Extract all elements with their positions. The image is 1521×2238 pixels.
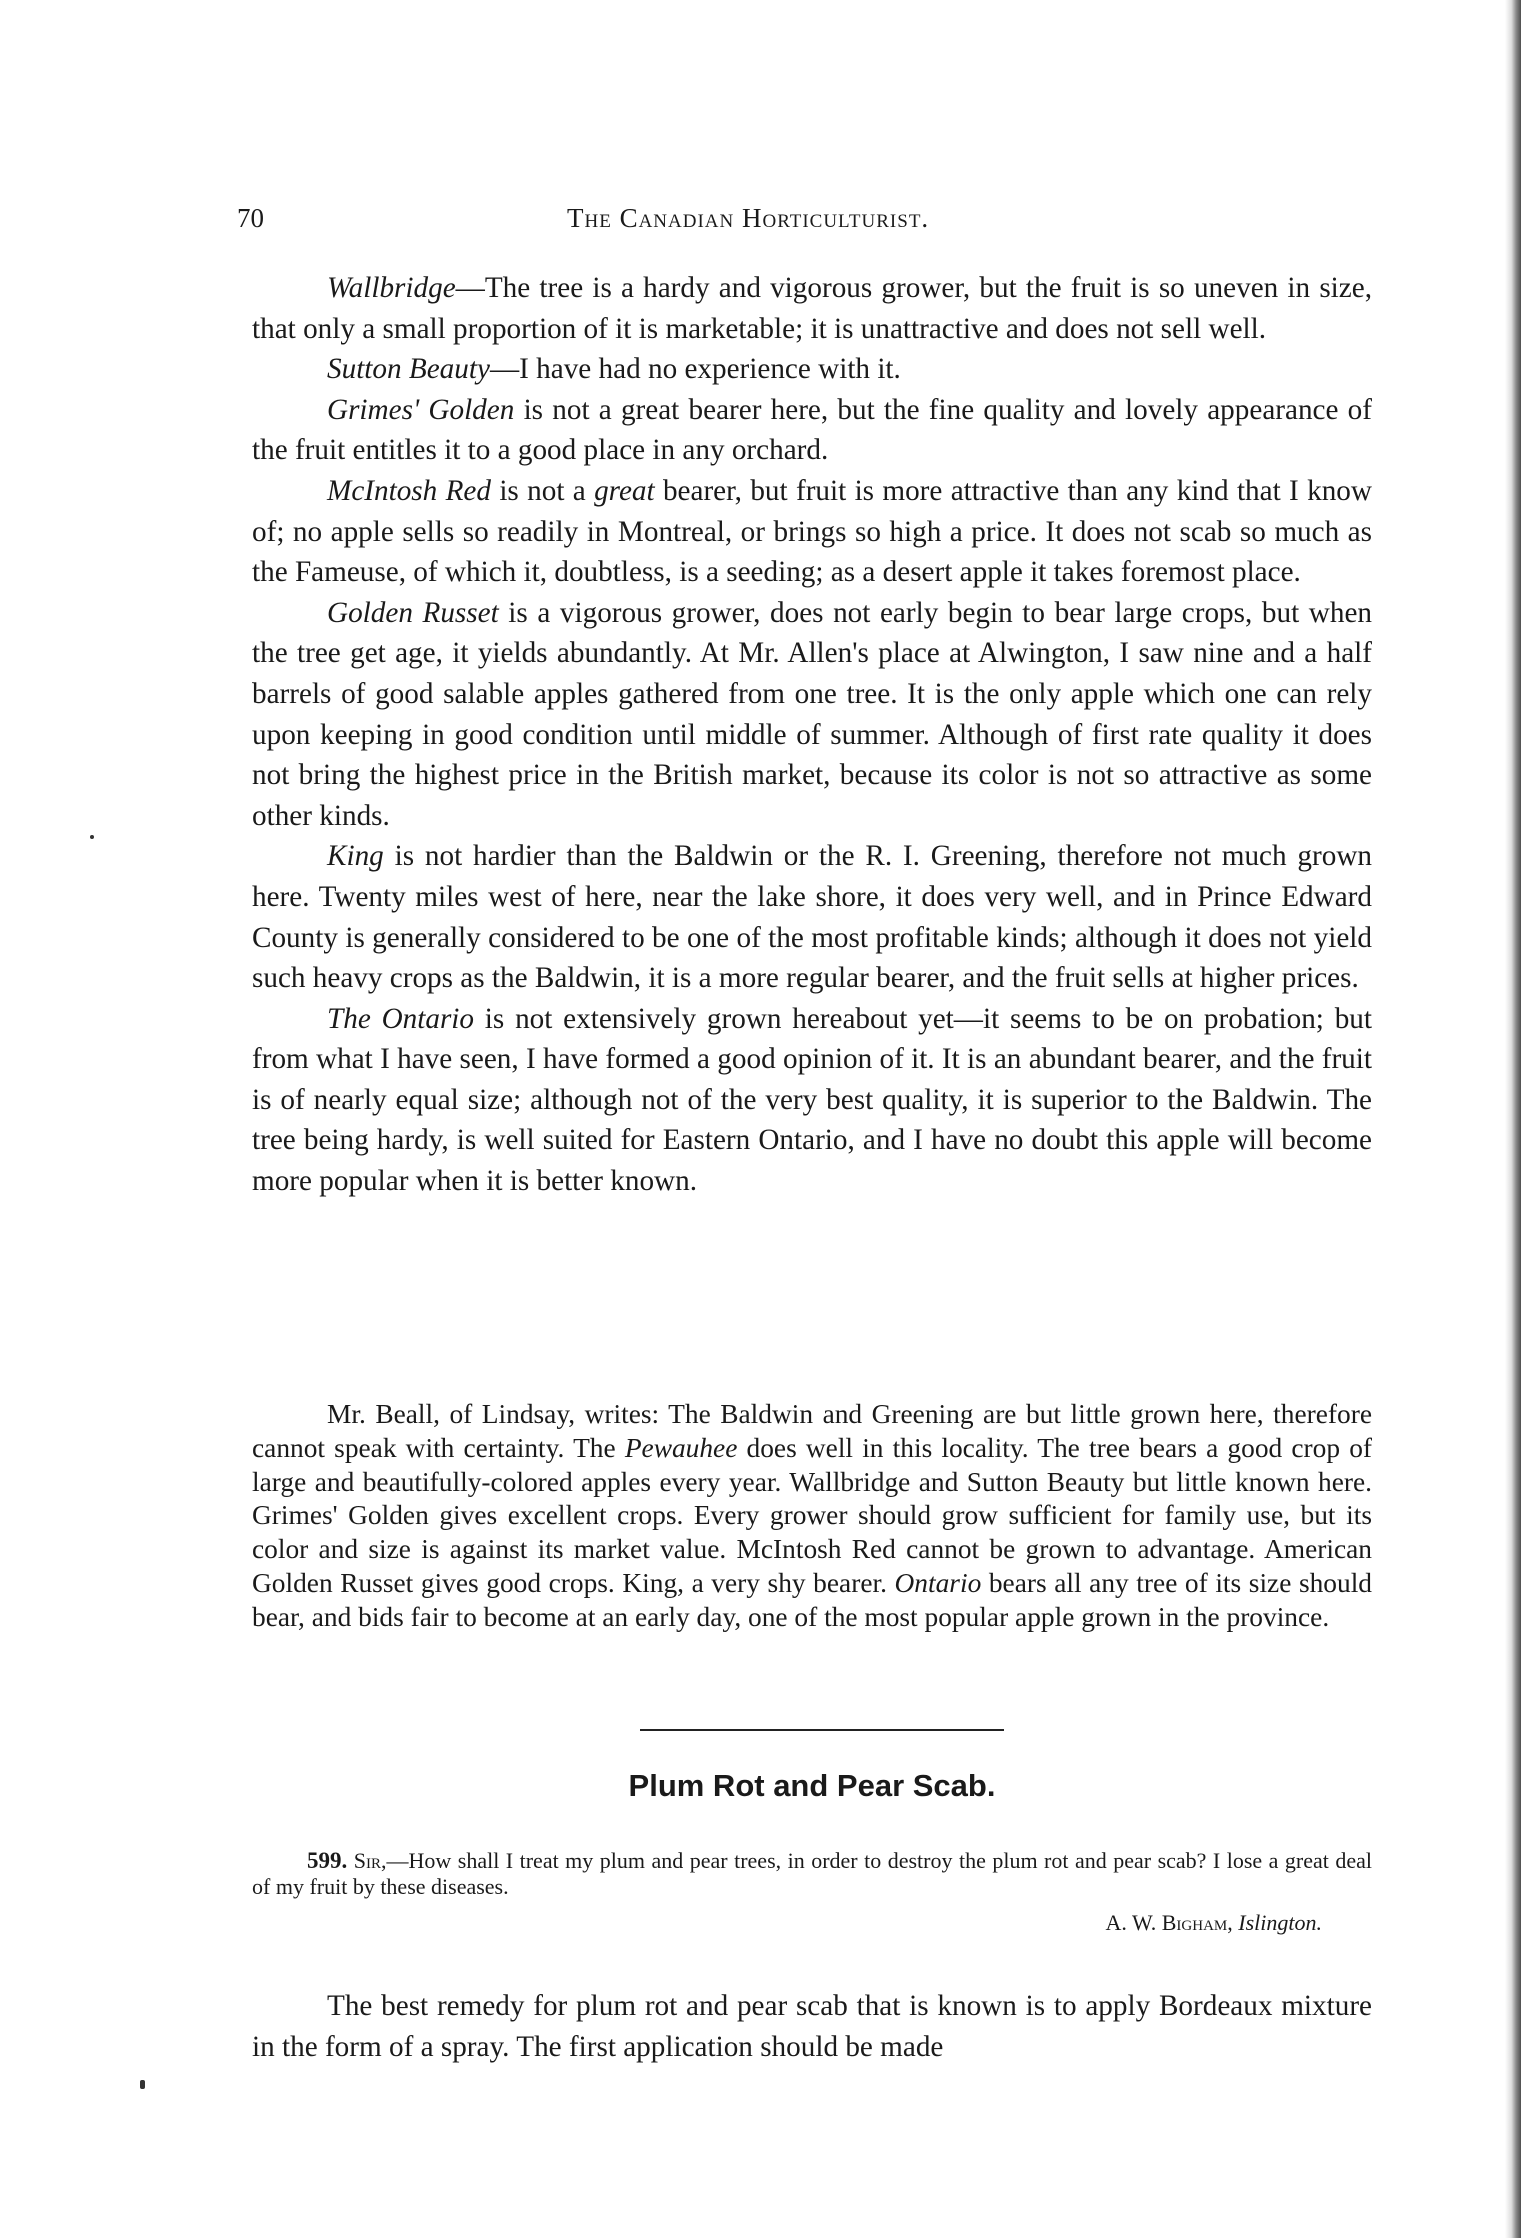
variety-name: Sutton Beauty <box>327 353 490 386</box>
print-speck <box>90 835 94 839</box>
paragraph-text: —I have had no experience with it. <box>489 353 901 386</box>
journal-title: The Canadian Horticulturist. <box>567 203 930 233</box>
editor-reply <box>252 1986 1372 2068</box>
paragraph-wallbridge <box>252 268 1372 349</box>
paragraph-beall <box>252 1398 1372 1635</box>
emphasis-word: great <box>594 474 655 507</box>
paragraph-mcintosh-red <box>252 471 1372 593</box>
paragraph-sutton-beauty <box>252 349 1372 390</box>
paragraph-text: is a vigorous grower, does not early begin to bear large crops, but when the tree get age, it yields abundantly. At Mr. Allen's place at Alwington, I saw nine and a half barrels of good salable apples gathered from one tree. It is the only apple which one can rely upon keeping in good condition until middle of summer. Although of first rate quality it does not bring the highest price in the British market, because its color is not so attractive as some other kinds. <box>252 596 1372 832</box>
variety-name: Grimes' Golden <box>327 393 515 426</box>
paragraph-text: bears all any tree of its size should bear, and bids fair to become at an early day, one of the most popular apple grown in the province. <box>252 1567 1372 1632</box>
body-text <box>252 268 1372 1202</box>
binding-edge <box>1505 0 1521 2238</box>
signature-name: A. W. Bigham, <box>1105 1910 1233 1935</box>
paragraph-text: is not hardier than the Baldwin or the R. I. Greening, therefore not much grown here. Twenty miles west of here, near the lake shore, it does very well, and in Prince Edward County is generally considered to be one of the most profitable kinds; although it does not yield such heavy crops as the Baldwin, it is a more regular bearer, and the fruit sells at higher prices. <box>252 840 1372 995</box>
section-divider <box>640 1729 1004 1731</box>
reply-text: The best remedy for plum rot and pear scab that is known is to apply Bordeaux mixture in the form of a spray. The first application should be made <box>252 1990 1372 2063</box>
variety-name: Wallbridge <box>327 272 456 304</box>
paragraph-golden-russet <box>252 593 1372 837</box>
letter-body: —How shall I treat my plum and pear trees, in order to destroy the plum rot and pear scab? I lose a great deal of my fruit by these diseases. <box>252 1848 1373 1899</box>
paragraph-text: does well in this locality. The tree bears a good crop of large and beautifully-colored apples every year. Wallbridge and Sutton Beauty but little known here. Grimes' Golden gives excellent crops. Every grower should grow sufficient for family use, but its color and size is against its market value. McIntosh Red cannot be grown to advantage. American Golden Russet gives good crops. King, a very shy bearer. <box>252 1432 1373 1598</box>
paragraph-text: is not a great bearer here, but the fine quality and lovely appearance of the fruit entitles it to a good place in any orchard. <box>252 393 1372 467</box>
signature-place: Islington. <box>1238 1910 1322 1935</box>
paragraph-the-ontario <box>252 999 1372 1202</box>
letter-text <box>252 1848 1372 1900</box>
reader-letter <box>252 1848 1372 1900</box>
section-heading: Plum Rot and Pear Scab. <box>628 1768 996 1803</box>
variety-name: Ontario <box>894 1567 982 1598</box>
print-speck <box>140 2080 145 2089</box>
page-number: 70 <box>237 203 264 233</box>
paragraph-text: is not extensively grown hereabout yet—it seems to be on probation; but from what I have seen, I have formed a good opinion of it. It is an abundant bearer, and the fruit is of nearly equal size; although not of the very best quality, it is superior to the Baldwin. The tree being hardy, is well suited for Eastern Ontario, and I have no doubt this apple will become more popular when it is better known. <box>252 1002 1372 1198</box>
letter-number: 599. <box>307 1848 348 1873</box>
variety-name: Pewauhee <box>624 1432 738 1463</box>
paragraph-text: bearer, but fruit is more attractive than any kind that I know of; no apple sells so readily in Montreal, or brings so high a price. It does not scab so much as the Fameuse, of which it, doubtless, is a seeding; as a desert apple it takes foremost place. <box>252 474 1372 589</box>
variety-name: King <box>327 840 384 873</box>
letter-signature <box>252 1910 1322 1936</box>
paragraph-grimes-golden <box>252 390 1372 471</box>
paragraph-king <box>252 836 1372 998</box>
paragraph-text: Mr. Beall, of Lindsay, writes: The Baldwin and Greening are but little grown here, therefore cannot speak with certainty. The <box>252 1399 1372 1463</box>
variety-name: McIntosh Red <box>327 474 491 507</box>
paragraph-text: —The tree is a hardy and vigorous grower, but the fruit is so uneven in size, that only a small proportion of it is marketable; it is unattractive and does not sell well. <box>252 272 1372 345</box>
running-head <box>237 203 1377 243</box>
letter-salutation: Sir, <box>353 1848 387 1873</box>
paragraph-text: is not a <box>490 474 595 507</box>
variety-name: Golden Russet <box>327 596 499 629</box>
variety-name: The Ontario <box>327 1002 475 1035</box>
beall-letter <box>252 1398 1372 1635</box>
